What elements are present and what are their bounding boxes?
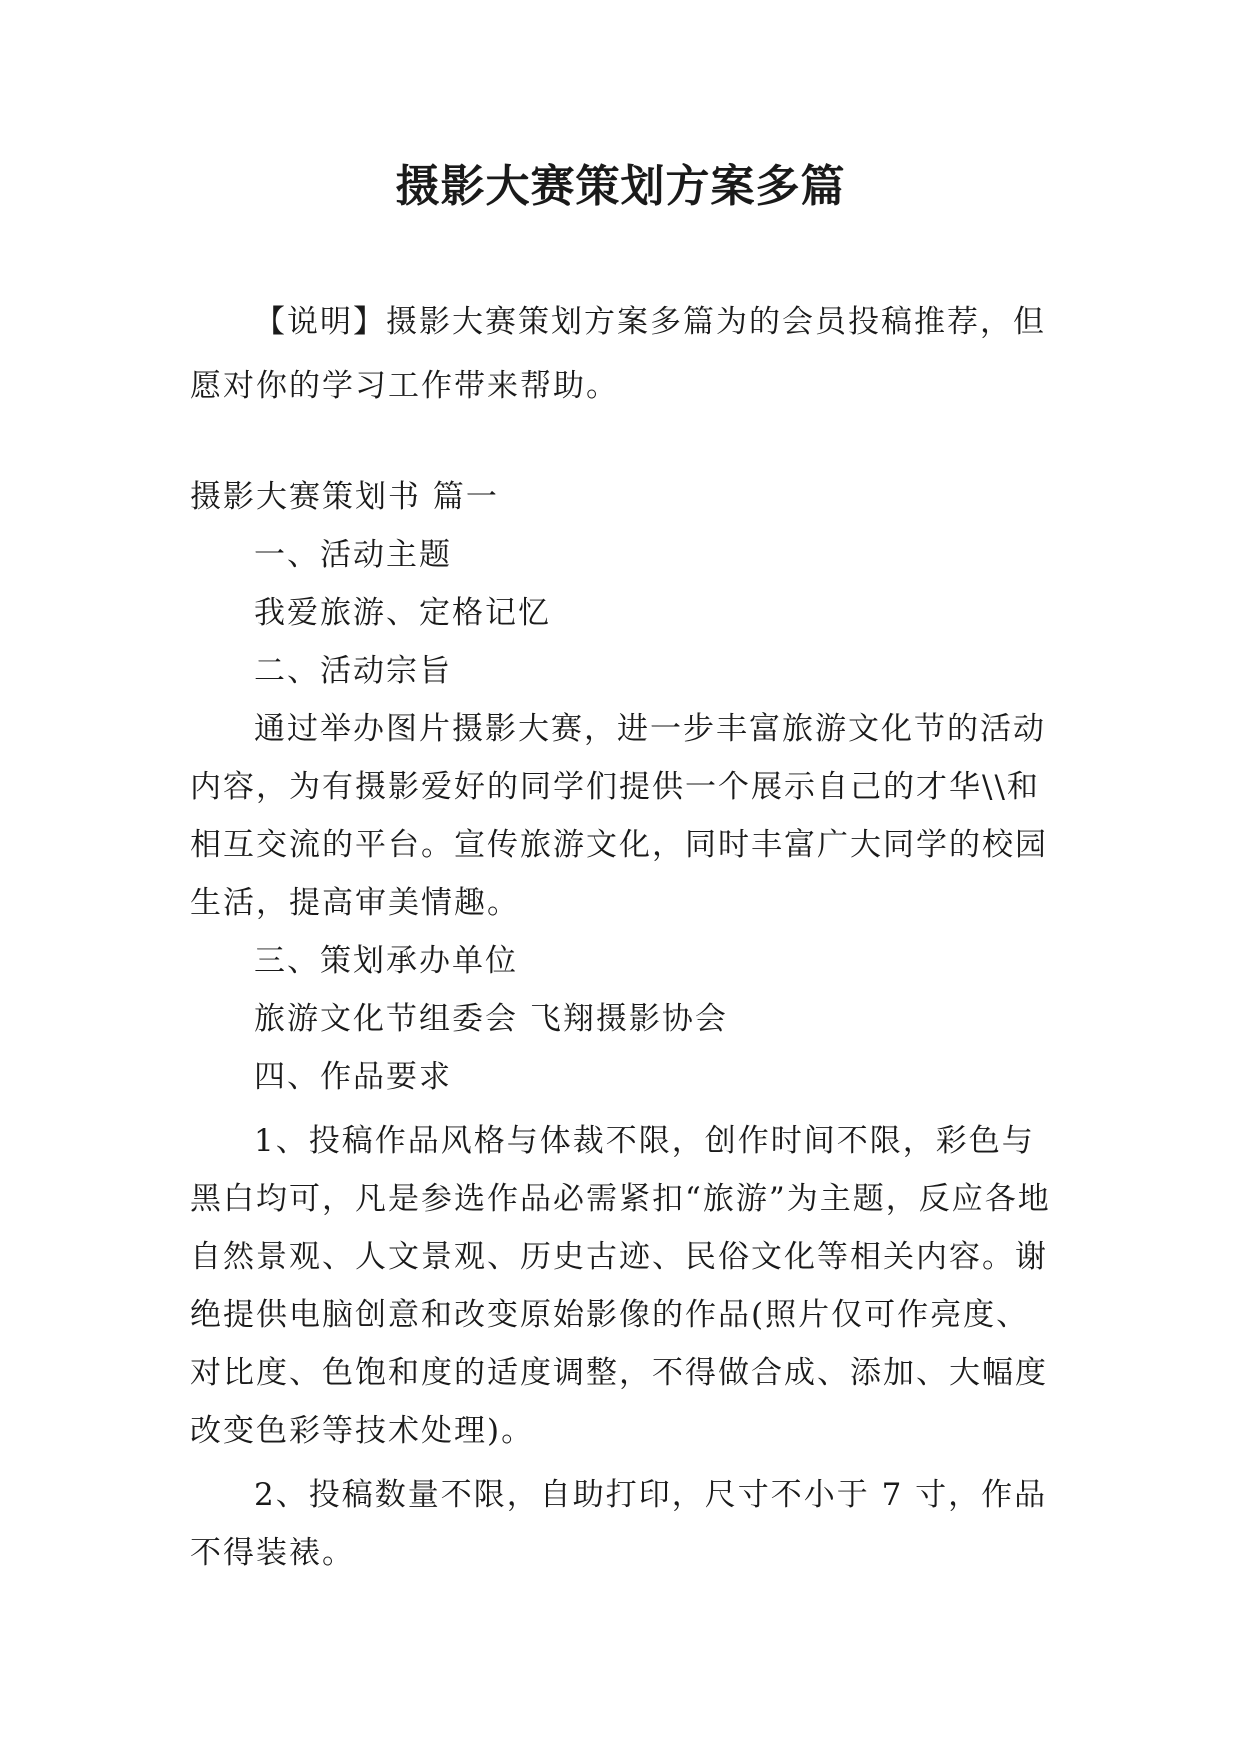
document-title: 摄影大赛策划方案多篇: [395, 161, 846, 212]
paragraph-theme-text: 我爱旅游、定格记忆: [254, 595, 551, 631]
heading-activity-purpose: 二、活动宗旨: [254, 653, 452, 689]
heading-activity-theme: 一、活动主题: [254, 537, 452, 573]
heading-organizers: 三、策划承办单位: [254, 943, 518, 979]
paragraph-purpose-text: 通过举办图片摄影大赛，进一步丰富旅游文化节的活动内容，为有摄影爱好的同学们提供一个展示自己的才华\\和相互交流的平台。宣传旅游文化，同时丰富广大同学的校园生活，提高审美情趣。: [190, 711, 1048, 921]
intro-paragraph: 【说明】摄影大赛策划方案多篇为的会员投稿推荐，但愿对你的学习工作带来帮助。: [190, 304, 1046, 404]
heading-work-requirements: 四、作品要求: [254, 1059, 452, 1095]
document-body: [190, 290, 1060, 1582]
paragraph-organizers-text: 旅游文化节组委会 飞翔摄影协会: [254, 1001, 728, 1037]
paragraph-requirement-2: 2、投稿数量不限，自助打印，尺寸不小于 7 寸，作品不得装裱。: [190, 1477, 1048, 1571]
paragraph-requirement-1: 1、投稿作品风格与体裁不限，创作时间不限，彩色与黑白均可，凡是参选作品必需紧扣“旅游”为主题，反应各地自然景观、人文景观、历史古迹、民俗文化等相关内容。谢绝提供电脑创意和改变原始影像的作品(照片仅可作亮度、对比度、色饱和度的适度调整，不得做合成、添加、大幅度改变色彩等技术处理)。: [190, 1123, 1051, 1449]
section-heading: 摄影大赛策划书 篇一: [190, 479, 499, 515]
